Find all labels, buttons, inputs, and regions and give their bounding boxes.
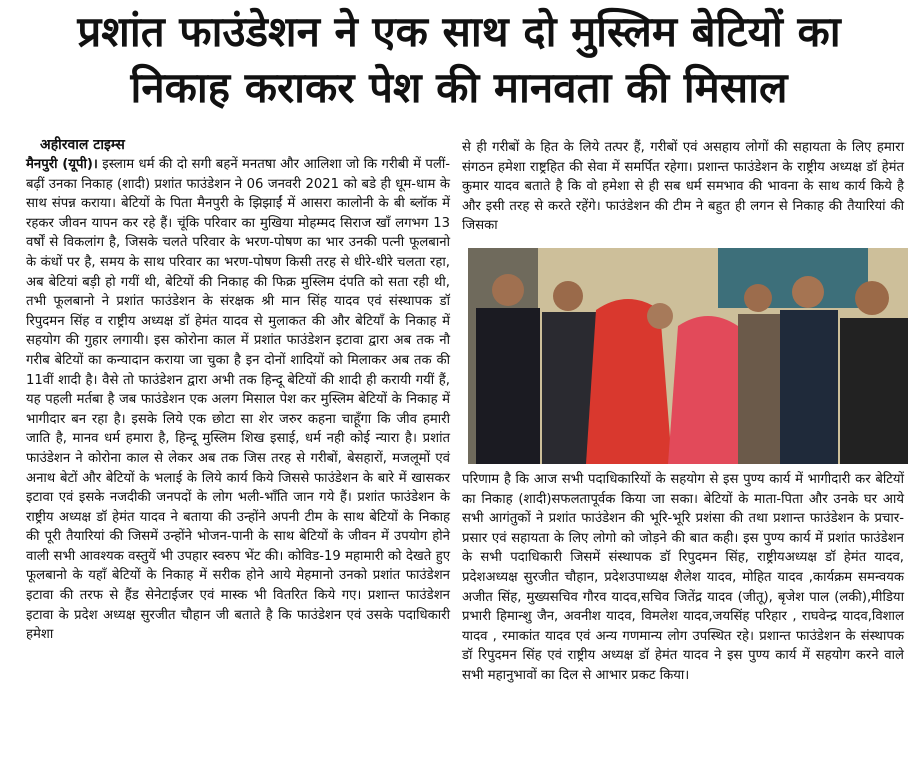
person-head (744, 284, 772, 312)
bride-dress (668, 316, 750, 464)
byline: अहीरवाल टाइम्स (40, 137, 125, 153)
article-column-right-bottom (462, 470, 904, 686)
person-head (553, 281, 583, 311)
person-suit (738, 314, 780, 464)
person-head (792, 276, 824, 308)
headline (0, 4, 918, 116)
body-left-text: इस्लाम धर्म की दो सगी बहनें मनतषा और आलिशा जो कि गरीबी में पलीं-बढ़ीं उनका निकाह (शादी) प्रशांत फाउंडेशन ने 06 जनवरी 2021 को बडे ही धूम-धाम के साथ संपन्न कराया। बेटियों के पिता मैनपुरी के झिझाईं में आसरा कालोनी के बी ब्लॉक में रहकर जीवन यापन कर रहे हैं। चूंकि परिवार का मुखिया मोहम्मद सिराज खाँ लगभग 13 वर्षों से विकलांग है, जिसके चलते परिवार के भरण-पोषण का भार उनकी पत्नी फूलबानो के कंधों पर है, समय के साथ परिवार का भरण-पोषण किसी तरह से धीरे-धीरे चलता रहा, अब बेटियां बड़ी हो गयीं थी, बेटियों की निकाह की फिक्र मुस्लिम दंपति को सता रही थी, तभी फूलबानो ने प्रशांत फाउंडेशन के संरक्षक श्री मान सिंह यादव एवं संस्थापक डॉ रिपुदमन सिंह व राष्ट्रीय अध्यक्ष डॉ हेमंत यादव से मुलाकत की और बेटियाँ के निकाह में सहयोग की गुहार लगायी। इस कोरोना काल में प्रशांत फाउंडेशन इटावा द्वारा अब तक नौ गरीब बेटियों का कन्यादान कराया जा चुका है इन दोनों शादियों को मिलाकर अब तक की 11वीं शादी है। वैसे तो फाउंडेशन द्वारा अभी तक हिन्दू बेटियों की शादी ही करायी गयीं हैं, यह पहली मर्तबा है जब फाउंडेशन एक अलग मिसाल पेश कर मुस्लिम बेटियों के निकाह में भागीदार बन रहा है। इसके लिये एक छोटा सा शेर जरुर कहना चाहूँगा कि जीव हमारी जाति है, मानव धर्म हमारा है, हिन्दू मुस्लिम शिख इसाई, धर्म नही कोई न्यारा है। प्रशांत फाउंडेशन ने कोरोना काल से लेकर अब तक जिस तरह से गरीबों, बेसहारों, मजलूमों एवं अनाथ बेटों और बेटियों के भलाई के लिये कार्य किये जिससे फाउंडेशन के बारे में खासकर इटावा एवं इसके नजदीकी जनपदों के लोग भली-भाँति जान गये हैं। प्रशांत फाउंडेशन के राष्ट्रीय अध्यक्ष डॉ हेमंत यादव ने बताया की उन्होंने अपनी टीम के साथ बेटियों के निकाह की पूरी तैयारियां की जिसमें उन्होंने भोजन-पानी के साथ बेटियों के जीवन में उपयोग होने वाली सभी आवश्यक वस्तुयें भी उपहार स्वरुप भेंट की। कोविड-19 महामारी को देखते हुए फूलबानो के यहाँ बेटियों के निकाह में सरीक होने आये मेहमानो उनको प्रशांत फाउंडेशन इटावा की तरफ से हैंड सेनेटाईजर एवं मास्क भी वितरित किये गए। प्रशान्त फाउंडेशन इटावा के प्रदेश अध्यक्ष सुरजीत चौहान जी बताते है कि फाउंडेशन एवं उसके पदाधिकारी हमेशा (26, 157, 450, 643)
person-head (855, 281, 889, 315)
person-head (492, 274, 524, 306)
person-head (647, 303, 673, 329)
group-photo (468, 248, 908, 464)
photo-window (718, 248, 868, 308)
person-suit (840, 318, 908, 464)
person-suit (780, 310, 838, 464)
group-photo-icon (468, 248, 908, 464)
headline-line-2: निकाह कराकर पेश की मानवता की मिसाल (130, 63, 788, 112)
body-right-bottom-text: परिणाम है कि आज सभी पदाधिकारियों के सहयोग से इस पुण्य कार्य में भागीदारी कर बेटियों का निकाह (शादी)सफलतापूर्वक किया जा सका। बेटियों के माता-पिता और उनके घर आये सभी आगंतुकों ने प्रशांत फाउंडेशन की भूरि-भूरि प्रशंसा की तथा प्रशान्त फाउंडेशन के प्रचार-प्रसार एवं सहायता के लिए लोगो को जोड़ने की बात कही। इस पुण्य कार्य में प्रशांत फाउंडेशन के सभी पदाधिकारी जिसमें संस्थापक डॉ रिपुदमन सिंह, राष्ट्रीयअध्यक्ष डॉ हेमंत यादव, प्रदेशअध्यक्ष सुरजीत चौहान, प्रदेशउपाध्यक्ष शैलेश यादव, मोहित यादव ,कार्यक्रम समन्वयक अजीत सिंह, मुख्यसचिव गौरव यादव,सचिव जितेंद्र यादव (जीतू), बृजेश पाल (लकी),मीडिया प्रभारी हिमान्शु जैन, अवनीश यादव, विमलेश यादव,जयसिंह परिहार , राघवेन्द्र यादव,विशाल यादव , रमाकांत यादव एवं अन्य गणमान्य लोग उपस्थित रहे। प्रशान्त फाउंडेशन के संस्थापक डॉ रिपुदमन सिंह एवं राष्ट्रीय अध्यक्ष डॉ हेमंत यादव ने इस पुण्य कार्य में सहयोग करने वाले सभी महानुभावों का दिल से आभार प्रकट किया। (462, 472, 904, 683)
article-column-right-top (462, 138, 904, 236)
article-column-left (26, 136, 450, 645)
body-right-top-text: से ही गरीबों के हित के लिये तत्पर हैं, गरीबों एवं असहाय लोगों की सहायता के लिए हमारा संगठन हमेशा राष्ट्रहित की सेवा में समर्पित रहेगा। प्रशान्त फाउंडेशन के राष्ट्रीय अध्यक्ष डॉ हेमंत कुमार यादव बताते है कि वो हमेशा से ही सब धर्म समभाव की भावना के साथ कार्य किये है और इसी तरह से करते रहेंगे। फाउंडेशन की टीम ने बहुत ही लगन से निकाह की तैयारियां की जिसका (462, 140, 904, 234)
headline-line-1: प्रशांत फाउंडेशन ने एक साथ दो मुस्लिम बेटियों का (77, 7, 841, 56)
dateline: मैनपुरी (यूपी)। (26, 157, 98, 172)
article-body-left (26, 155, 450, 645)
person-suit (476, 308, 540, 464)
